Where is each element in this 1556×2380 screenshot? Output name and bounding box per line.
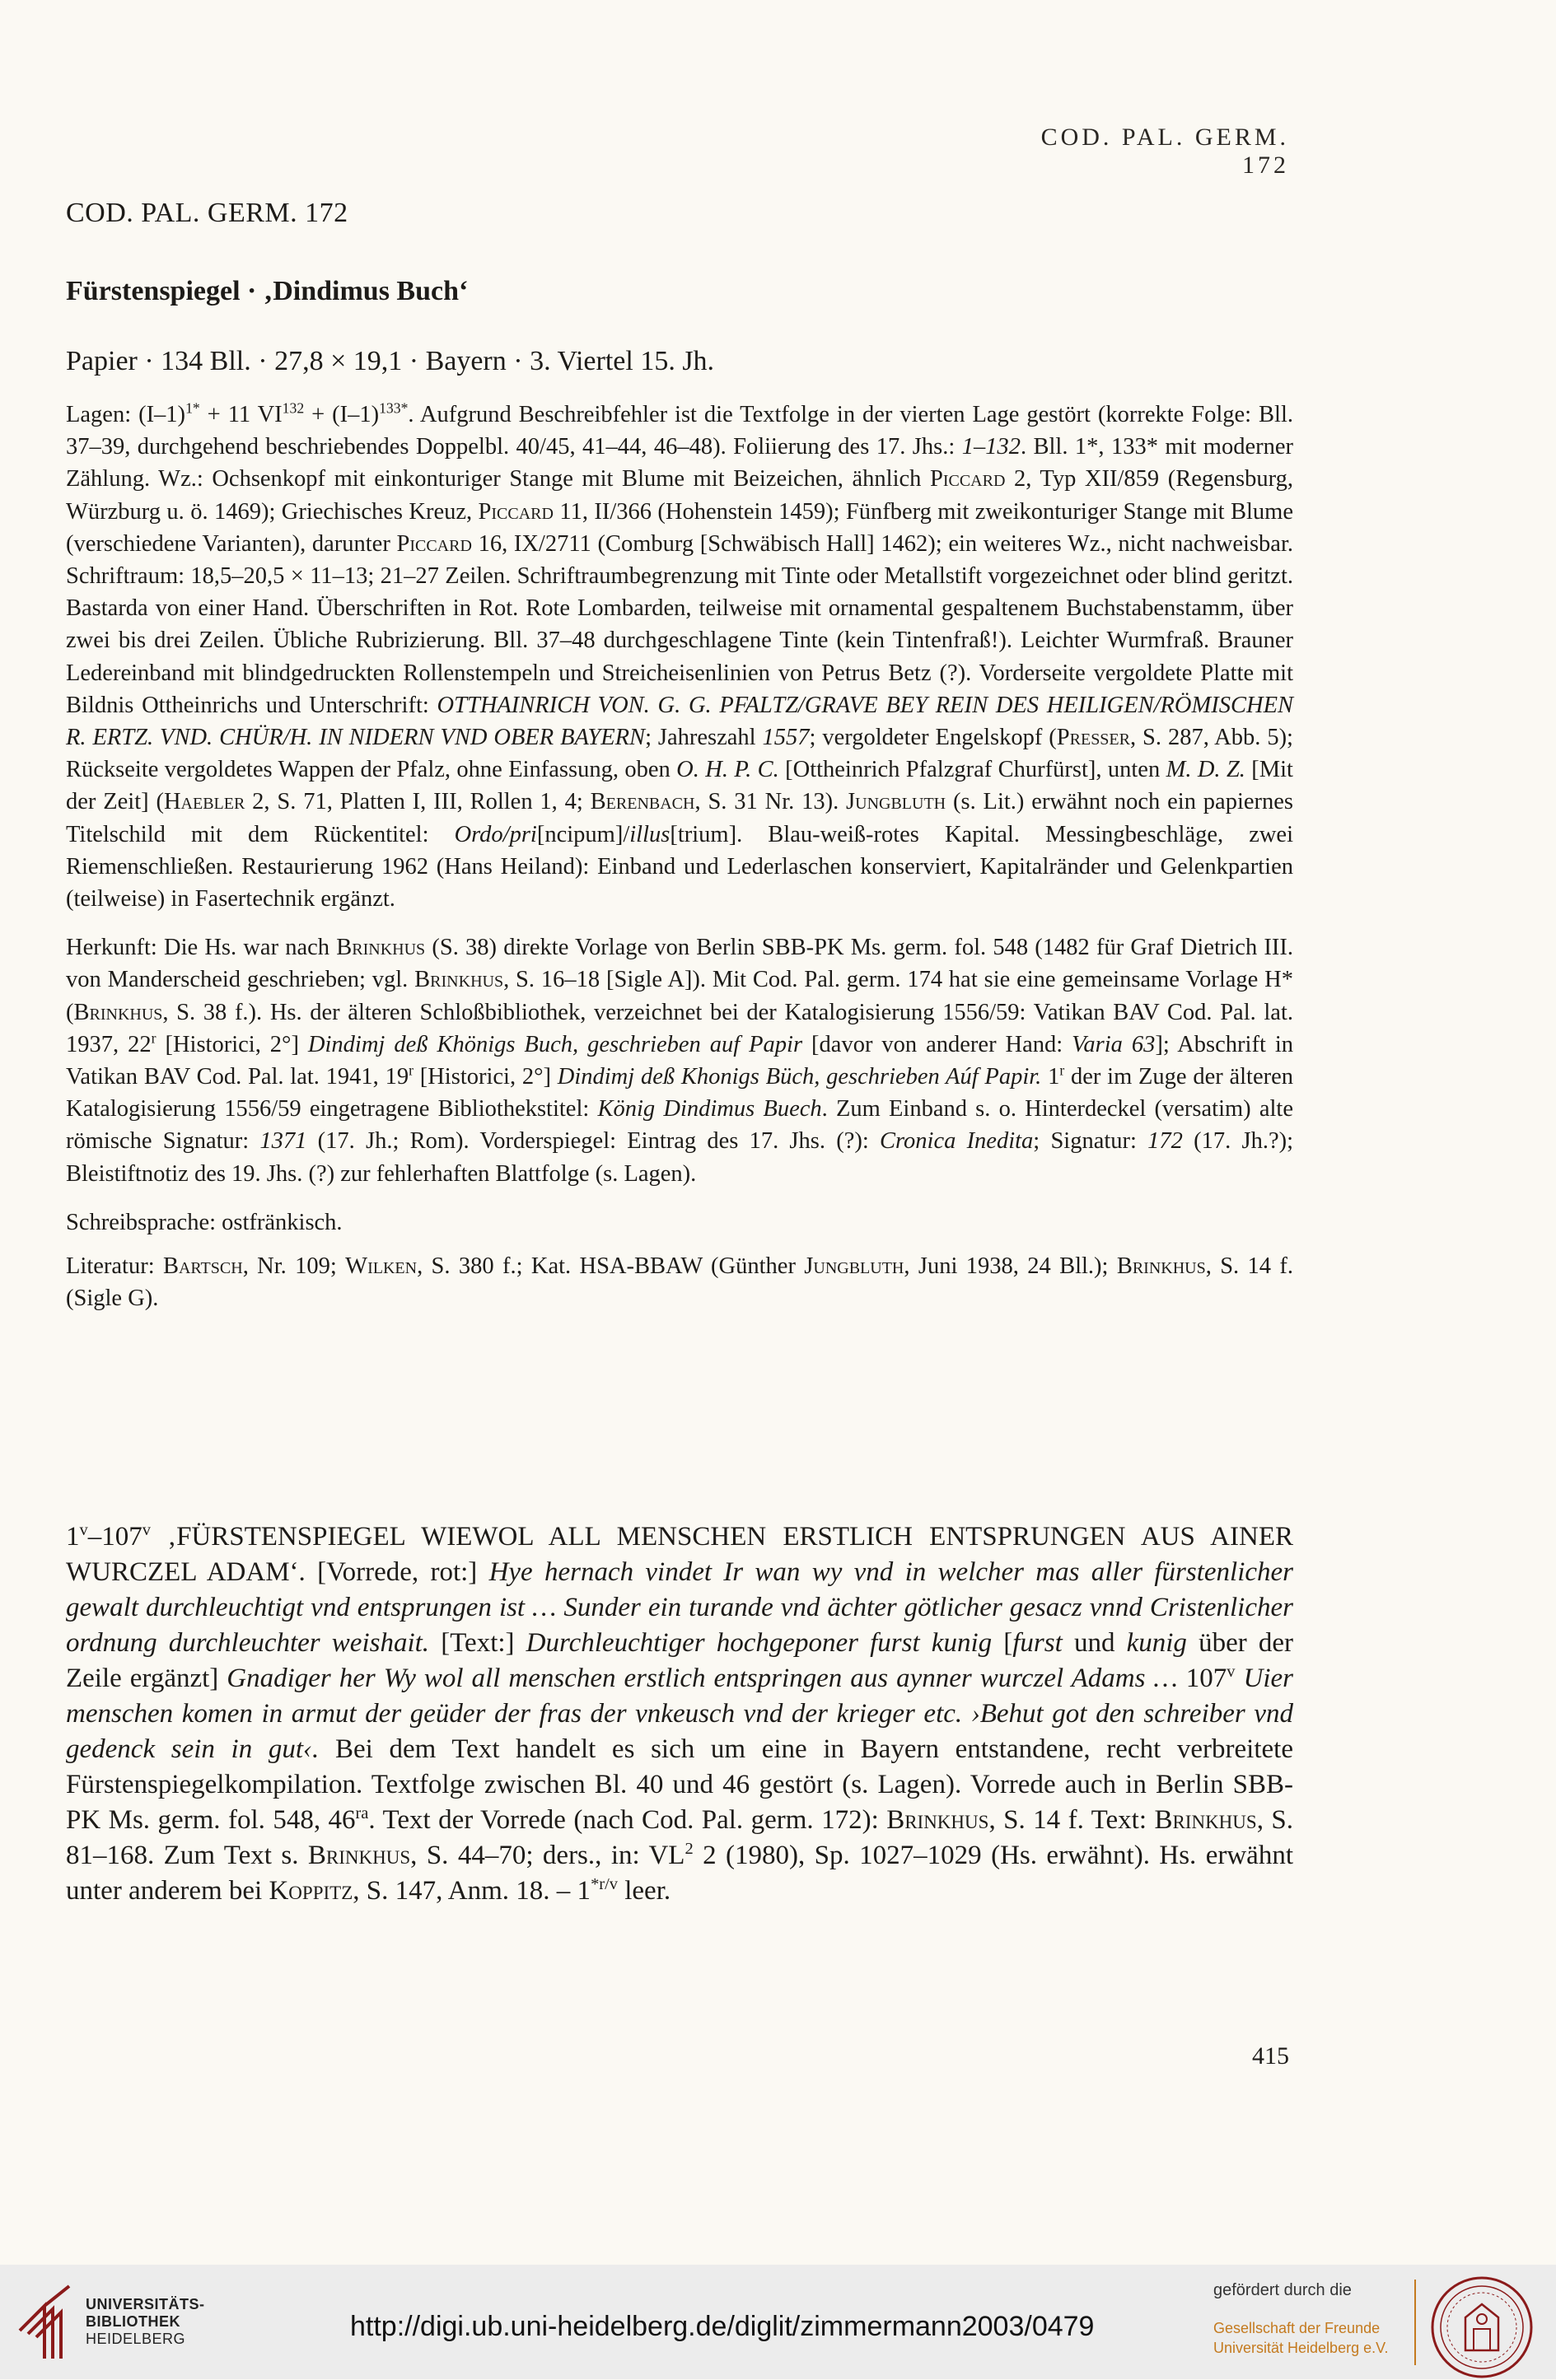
page-title: COD. PAL. GERM. 172 — [66, 198, 348, 228]
manuscript-subtitle: Fürstenspiegel · ‚Dindimus Buch‘ — [66, 276, 469, 306]
description-body — [66, 399, 1293, 1331]
permalink-url[interactable]: http://digi.ub.uni-heidelberg.de/diglit/zimmermann2003/0479 — [350, 2311, 1095, 2342]
library-name: UNIVERSITÄTS- BIBLIOTHEK HEIDELBERG — [86, 2296, 205, 2347]
lagen-paragraph: Lagen: $(I-1)^{1*} + 11$ $VI^{132} + (I-1)^{133*}$. Aufgrund Beschreibfehler ist die Textfolge in der vierten Lage gestört (korrekte Folge: Bll. 37–39, durchgehend beschriebendes Doppelbl. 40/45, 41–44, 46–48). Foliierung des 17. Jhs.: 1–132. Bll. 1*, 133* mit moderner Zählung. Wz.: Ochsenkopf mit einkonturiger Stange mit Blume mit Beizeichen, ähnlich Piccard 2, Typ XII/859 (Regensburg, Würzburg u. ö. 1469); Griechisches Kreuz, Piccard 11, II/366 (Hohenstein 1459); Fünfberg mit zweikonturiger Stange mit Blume (verschiedene Varianten), darunter Piccard 16, IX/2711 (Comburg [Schwäbisch Hall] 1462); ein weiteres Wz., nicht nachweisbar. Schriftraum: 18,5–20,5 × 11–13; 21–27 Zeilen. Schriftraumbegrenzung mit Tinte oder Metallstift vorgezeichnet oder blind geritzt. Bastarda von einer Hand. Überschriften in Rot. Rote Lombarden, teilweise mit ornamental gespaltenem Buchstabenstamm, über zwei bis drei Zeilen. Übliche Rubrizierung. Bll. 37–48 durchgeschlagene Tinte (kein Tintenfraß!). Leichter Wurmfraß. Brauner Ledereinband mit blindgedruckten Rollenstempeln und Streicheisenlinien von Petrus Betz (?). Vorderseite vergoldete Platte mit Bildnis Ottheinrichs und Unterschrift: OTTHAINRICH VON. G. G. PFALTZ/GRAVE BEY REIN DES HEILIGEN/RÖMISCHEN R. ERTZ. VND. CHÜR/H. IN NIDERN VND OBER BAYERN; Jahreszahl 1557; vergoldeter Engelskopf (Presser, S. 287, Abb. 5); Rückseite vergoldetes Wappen der Pfalz, ohne Einfassung, oben O. H. P. C. [Ottheinrich Pfalzgraf Churfürst], unten M. D. Z. [Mit der Zeit] (Haebler 2, S. 71, Platten I, III, Rollen 1, 4; Berenbach, S. 31 Nr. 13). Jungbluth (s. Lit.) erwähnt noch ein papiernes Titelschild mit dem Rückentitel: Ordo/pri[ncipum]/illus[trium]. Blau-weiß-rotes Kapital. Messingbeschläge, zwei Riemenschließen. Restaurierung 1962 (Hans Heiland): Einband und Lederlaschen konserviert, Kapitalränder und Gelenkpartien (teilweise) in Fasertechnik ergänzt. — [66, 399, 1294, 912]
page-number: 415 — [1252, 2042, 1289, 2070]
digitization-footer — [0, 2265, 1556, 2379]
sponsor-label: gefördert durch die — [1213, 2281, 1352, 2299]
schreibsprache-paragraph: Schreibsprache: ostfränkisch. — [66, 1209, 343, 1235]
running-head: COD. PAL. GERM. 172 — [1040, 124, 1289, 179]
ub-heidelberg-logo-icon — [15, 2281, 74, 2364]
sponsor-divider — [1414, 2280, 1416, 2365]
physical-description: Papier · 134 Bll. · 27,8 × 19,1 · Bayern · 3. Viertel 15. Jh. — [66, 346, 715, 376]
content-entry: 1$^v$–107$^v$ ‚FÜRSTENSPIEGEL WIEWOL ALL MENSCHEN ERSTLICH ENTSPRUNGEN AUS AINER WURCZEL ADAM‘. [Vorrede, rot:] Hye hernach vindet Ir wan wy vnd in welcher mas aller fürstenlicher gewalt durchleuchtigt vnd entsprungen ist … Sunder ein turande vnd ächter götlicher gesacz vnnd Cristenlicher ordnung durchleuchter weishait. [Text:] Durchleuchtiger hochgeponer furst kunig [furst und kunig über der Zeile ergänzt] Gnadiger her Wy wol all menschen erstlich entspringen aus aynner wurczel Adams … 107$^v$ Uier menschen komen in armut der geüder der fras der vnkeusch vnd der krieger etc. ›Behut got den schreiber vnd gedenck sein in gut‹. Bei dem Text handelt es sich um eine in Bayern entstandene, recht verbreitete Fürstenspiegelkompilation. Textfolge zwischen Bl. 40 und 46 gestört (s. Lagen). Vorrede auch in Berlin SBB-PK Ms. germ. fol. 548, $46^{ra}$. Text der Vorrede (nach Cod. Pal. germ. 172): Brinkhus, S. 14 f. Text: Brinkhus, S. 81–168. Zum Text s. Brinkhus, S. 44–70; ders., in: $VL^2$ 2 (1980), Sp. 1027–1029 (Hs. erwähnt). Hs. erwähnt unter anderem bei Koppitz, S. 147, Anm. 18. – $1^{*r/v}$ leer. — [66, 1521, 1294, 1906]
literatur-paragraph: Literatur: Bartsch, Nr. 109; Wilken, S. 380 f.; Kat. HSA-BBAW (Günther Jungbluth, Juni 1938, 24 Bll.); Brinkhus, S. 14 f. (Sigle G). — [66, 1253, 1293, 1312]
sponsor-name: Gesellschaft der Freunde Universität Heidelberg e.V. — [1213, 2320, 1389, 2356]
herkunft-paragraph: Herkunft: Die Hs. war nach Brinkhus (S. 38) direkte Vorlage von Berlin SBB-PK Ms. germ. fol. 548 (1482 für Graf Dietrich III. von Manderscheid geschrieben; vgl. Brinkhus, S. 16–18 [Sigle A]). Mit Cod. Pal. germ. 174 hat sie eine gemeinsame Vorlage H* (Brinkhus, S. 38 f.). Hs. der älteren Schloßbibliothek, verzeichnet bei der Katalogisierung 1556/59: Vatikan BAV Cod. Pal. lat. 1937, 22$^r$ [Historici, 2°] Dindimj deß Khönigs Buch, geschrieben auf Papir [davor von anderer Hand: Varia 63]; Abschrift in Vatikan BAV Cod. Pal. lat. 1941, 19$^r$ [Historici, 2°] Dindimj deß Khonigs Büch, geschrieben Aúf Papir. 1$^r$ der im Zuge der älteren Katalogisierung 1556/59 eingetragene Bibliothekstitel: König Dindimus Buech. Zum Einband s. o. Hinterdeckel (versatim) alte römische Signatur: 1371 (17. Jh.; Rom). Vorderspiegel: Eintrag des 17. Jhs. (?): Cronica Inedita; Signatur: 172 (17. Jh.?); Bleistiftnotiz des 19. Jhs. (?) zur fehlerhaften Blattfolge (s. Lagen). — [66, 935, 1294, 1187]
university-seal-icon — [1429, 2275, 1535, 2380]
